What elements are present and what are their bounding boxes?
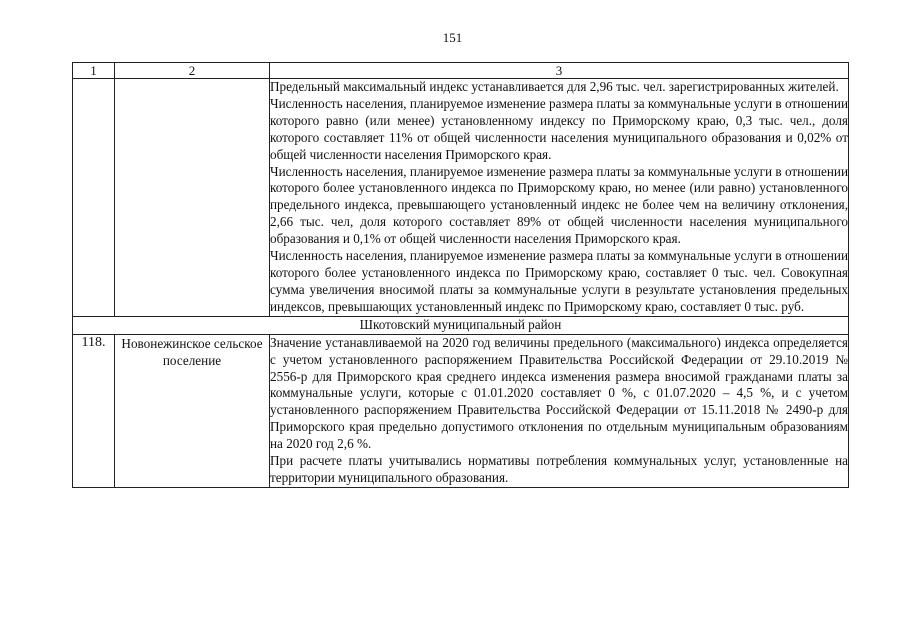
continued-number-cell	[73, 79, 115, 317]
continued-text-cell	[270, 79, 849, 317]
row-number: 118.	[73, 334, 115, 487]
row-118-text-cell	[270, 334, 849, 487]
header-col-2: 2	[115, 63, 270, 79]
table-row-118	[73, 334, 849, 487]
district-row	[73, 316, 849, 334]
header-col-3: 3	[270, 63, 849, 79]
page-number: 151	[442, 30, 463, 45]
paragraph-index-2020: Значение устанавливаемой на 2020 год величины предельного (максимального) индекса определяется с учетом установленного распоряжением Правительства Российской Федерации от 29.10.2019 № 2556-р для Приморского края среднего индекса изменения размера вносимой гражданами платы за коммунальные услуги, которые с 01.01.2020 составляет 0 %, с 01.07.2020 – 4,5 %, и с учетом установленного распоряжением Правительства Российской Федерации от 15.11.2018 № 2490-р для Приморского края предельно допустимого отклонения по отдельным муниципальным образованиям на 2020 год 2,6 %.	[270, 334, 848, 452]
continued-row	[73, 79, 849, 317]
paragraph-population-between: Численность населения, планируемое изменение размера платы за коммунальные услуги в отношении которого более установленного индекса по Приморскому краю, но менее (или равно) установленного предельного индекса, превышающего установленный индекс не более чем на величину отклонения, 2,66 тыс. чел, доля которого составляет 89% от общей численности населения муниципального образования и 0,1% от общей численности населения Приморского края.	[270, 163, 848, 247]
paragraph-max-index: Предельный максимальный индекс устанавливается для 2,96 тыс. чел. зарегистрированных жителей.	[270, 79, 839, 94]
tariff-table	[72, 62, 849, 488]
paragraph-population-equal: Численность населения, планируемое изменение размера платы за коммунальные услуги в отношении которого равно (или менее) установленному индексу по Приморскому краю, 0,3 тыс. чел., доля которого составляет 11% от общей численности населения муниципального образования и 0,02% от общей численности населения Приморского края.	[270, 95, 848, 162]
settlement-name: Новонежинское сельское поселение	[115, 334, 270, 487]
header-row	[73, 63, 849, 79]
paragraph-consumption-norms: При расчете платы учитывались нормативы потребления коммунальных услуг, установленные на территории муниципального образования.	[270, 453, 848, 485]
district-name: Шкотовский муниципальный район	[73, 316, 849, 334]
paragraph-population-above: Численность населения, планируемое изменение размера платы за коммунальные услуги в отношении которого более установленного индекса по Приморскому краю, составляет 0 тыс. чел. Совокупная сумма увеличения вносимой платы за коммунальные услуги в результате установления предельных индексов, превышающих установленный индекс по Приморскому краю, составляет 0 тыс. руб.	[270, 248, 848, 314]
continued-name-cell	[115, 79, 270, 317]
header-col-1: 1	[73, 63, 115, 79]
